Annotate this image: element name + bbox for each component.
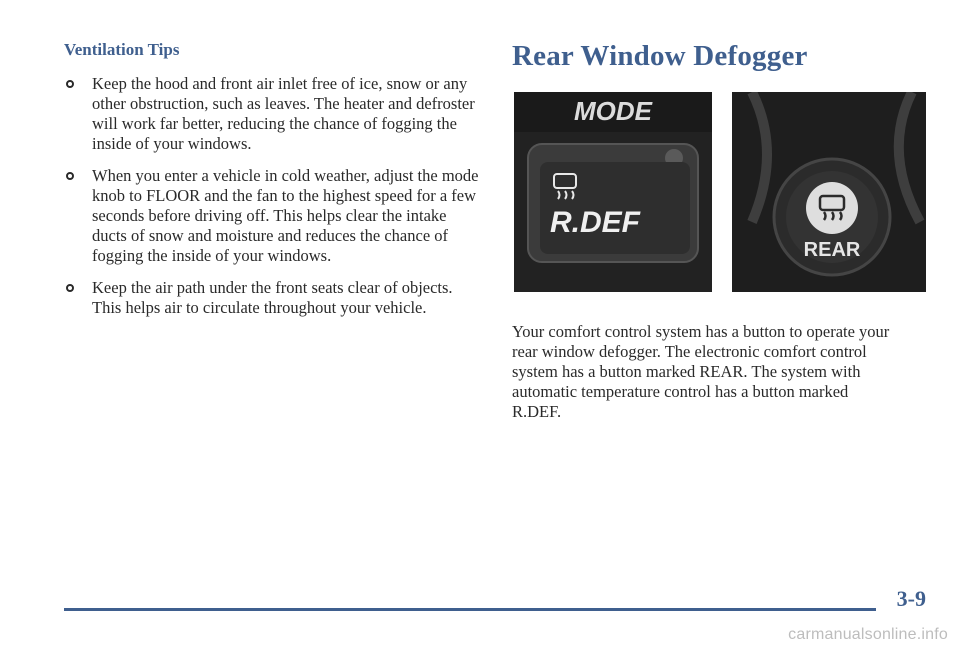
page-number: 3-9 [896, 586, 926, 611]
rear-window-defogger-section [512, 40, 932, 421]
rdef-label: R.DEF [550, 206, 640, 239]
control-photos [514, 92, 926, 292]
bullet-text: When you enter a vehicle in cold weather, adjust the mode knob to FLOOR and the fan to the highest speed for a few seconds before driving off. This helps clear the intake ducts of snow and moisture and reduces the chance of fogging the inside of your windows. [92, 166, 479, 265]
mode-label: MODE [574, 96, 652, 126]
bullet-list [64, 74, 484, 318]
list-item [64, 74, 484, 154]
list-item [64, 278, 484, 318]
bullet-icon [66, 284, 74, 292]
defogger-description: Your comfort control system has a button to operate your rear window defogger. The electronic comfort control system has a button marked REAR. The system with automatic temperature control has a button marked R.DEF. [512, 322, 890, 421]
ventilation-tips-section [64, 40, 484, 330]
rear-label: REAR [803, 239, 861, 261]
rdef-button-photo [514, 92, 712, 292]
bullet-icon [66, 172, 74, 180]
watermark-text: carmanualsonline.info [788, 626, 948, 643]
section-subheading: Ventilation Tips [64, 40, 180, 59]
bullet-icon [66, 80, 74, 88]
page-title: Rear Window Defogger [512, 40, 808, 72]
footer-rule [64, 608, 876, 611]
list-item [64, 166, 484, 266]
bullet-text: Keep the hood and front air inlet free of ice, snow or any other obstruction, such as leaves. The heater and defroster will work far better, reducing the chance of fogging the inside of your windows. [92, 74, 475, 153]
rear-button-photo [732, 92, 926, 292]
bullet-text: Keep the air path under the front seats clear of objects. This helps air to circulate throughout your vehicle. [92, 278, 453, 317]
